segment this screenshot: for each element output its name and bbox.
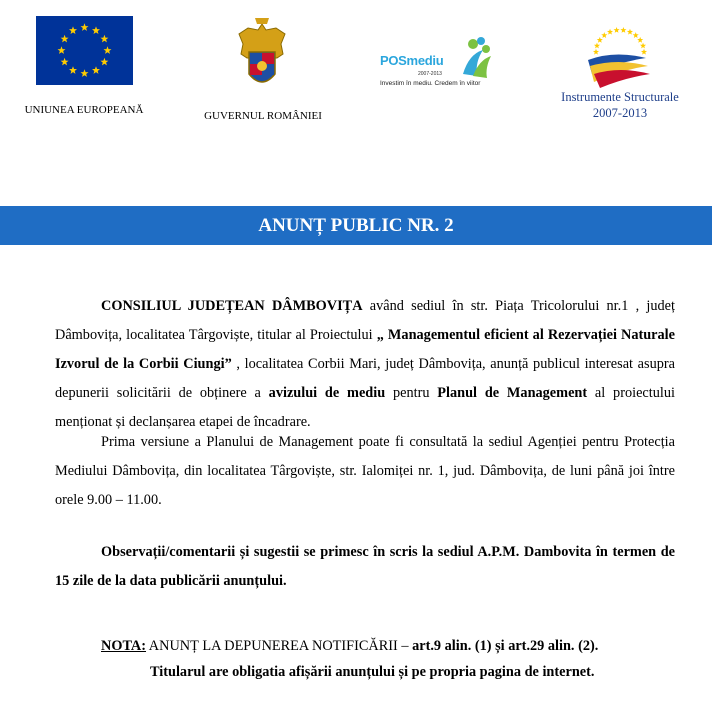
government-label: GUVERNUL ROMÂNIEI (204, 110, 322, 122)
is-star-icon (640, 43, 646, 49)
posmediu-slogan: Investim în mediu. Credem în viitor (380, 80, 481, 87)
is-star-icon (614, 27, 620, 33)
eu-flag-logo (36, 16, 133, 85)
instrumente-structurale-logo (584, 22, 654, 88)
plan-term: Planul de Management (437, 385, 588, 401)
paragraph-observations (55, 538, 675, 596)
p1-text-1: având sediul în str. Piața Tricolorului nr.1 , județ Dâmbovița, localitatea Târgoviște, titular al Proiectului (55, 298, 675, 343)
instrumente-title: Instrumente Structurale (561, 90, 679, 104)
observations-text: Observații/comentarii și sugestii se primesc în scris la sediul A.P.M. Dambovita în termen de 15 zile de la data publicării anunțului. (55, 544, 675, 589)
announcement-title: ANUNȚ PUBLIC NR. 2 (258, 215, 454, 236)
p1-text-2: , localitatea Corbii Mari, județ Dâmbovița, anunță publicul interesat asupra depunerii solicitării de obținere a (55, 356, 675, 401)
is-star-icon (607, 29, 613, 35)
nota-text: ANUNȚ LA DEPUNEREA NOTIFICĂRII – (146, 638, 413, 654)
instrumente-years: 2007-2013 (592, 106, 648, 120)
is-star-icon (593, 49, 599, 55)
paragraph-main (55, 292, 675, 437)
aviz-term: avizului de mediu (268, 385, 386, 401)
eu-label: UNIUNEA EUROPEANĂ (24, 104, 144, 116)
is-star-icon (597, 37, 603, 43)
romania-coat-of-arms-logo (233, 14, 291, 92)
project-name: „ Managementul eficient al Rezervației Naturale Izvorul de la Corbii Ciungi” (55, 327, 675, 372)
posmediu-logo-graphic (457, 36, 493, 80)
posmediu-years: 2007-2013 (418, 71, 442, 77)
nota-articles: art.9 alin. (1) și art.29 alin. (2). (412, 638, 599, 654)
is-star-icon (633, 32, 639, 38)
is-star-icon (627, 29, 633, 35)
nota-line (101, 638, 701, 655)
is-star-icon (641, 49, 647, 55)
p1-text-3: pentru (385, 385, 438, 401)
p1-text-4: al proiectului menționat și declanșarea etapei de încadrare. (55, 385, 675, 430)
nota-label: NOTA: (101, 638, 147, 654)
is-star-icon (637, 37, 643, 43)
organization-name: CONSILIUL JUDEȚEAN DÂMBOVIȚA (101, 298, 363, 314)
website-obligation: Titularul are obligatia afișării anunțului și pe propria pagina de internet. (150, 664, 595, 680)
posmediu-name: POSmediu (380, 53, 444, 68)
consultation-text: Prima versiune a Planului de Management poate fi consultată la sediul Agenției pentru Protecția Mediului Dâmbovița, din localitatea Târgoviște, str. Ialomiței nr. 1, jud. Dâmbovița, de luni până joi între orele 9.00 – 11.00. (55, 434, 675, 508)
is-star-icon (594, 43, 600, 49)
is-star-icon (620, 27, 626, 33)
is-star-icon (601, 32, 607, 38)
paragraph-consultation (55, 428, 675, 515)
